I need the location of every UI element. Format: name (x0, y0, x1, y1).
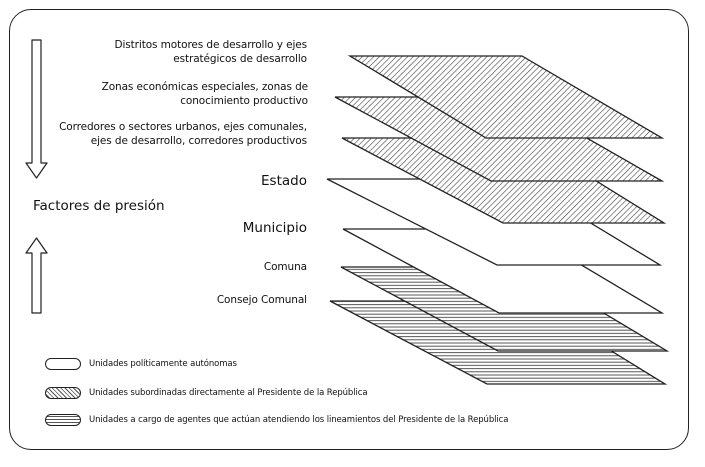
legend-label-horizontal: Unidades a cargo de agentes que actúan atendiendo los lineamientos del Presidente de la República (89, 415, 509, 425)
label-distritos-line2: estratégicos de desarrollo (173, 53, 307, 66)
label-zonas-line1: Zonas económicas especiales, zonas de (101, 81, 308, 93)
label-comuna: Comuna (263, 261, 307, 273)
down-arrow (26, 40, 47, 178)
label-estado: Estado (261, 173, 307, 189)
label-factores-presion: Factores de presión (33, 198, 165, 214)
label-corredores-line2: ejes de desarrollo, corredores productivos (90, 135, 307, 148)
legend-label-diagonal: Unidades subordinadas directamente al Presidente de la República (89, 388, 368, 398)
up-arrow (26, 238, 47, 313)
label-corredores (59, 120, 307, 148)
label-municipio: Municipio (242, 220, 307, 236)
legend-label-plain: Unidades políticamente autónomas (89, 359, 237, 369)
legend-item-diagonal (45, 386, 367, 400)
label-distritos (114, 38, 307, 66)
label-consejo-comunal: Consejo Comunal (216, 294, 307, 306)
legend-item-plain (45, 357, 237, 371)
label-zonas-line2: conocimiento productivo (180, 95, 308, 108)
legend-item-horizontal (45, 413, 508, 427)
legend-swatch-horizontal (45, 414, 81, 426)
label-distritos-line1: Distritos motores de desarrollo y ejes (114, 39, 307, 51)
label-zonas (102, 80, 308, 108)
legend-swatch-diagonal (45, 387, 81, 399)
legend-swatch-plain (45, 358, 81, 370)
label-corredores-line1: Corredores o sectores urbanos, ejes comunales, (59, 121, 307, 133)
